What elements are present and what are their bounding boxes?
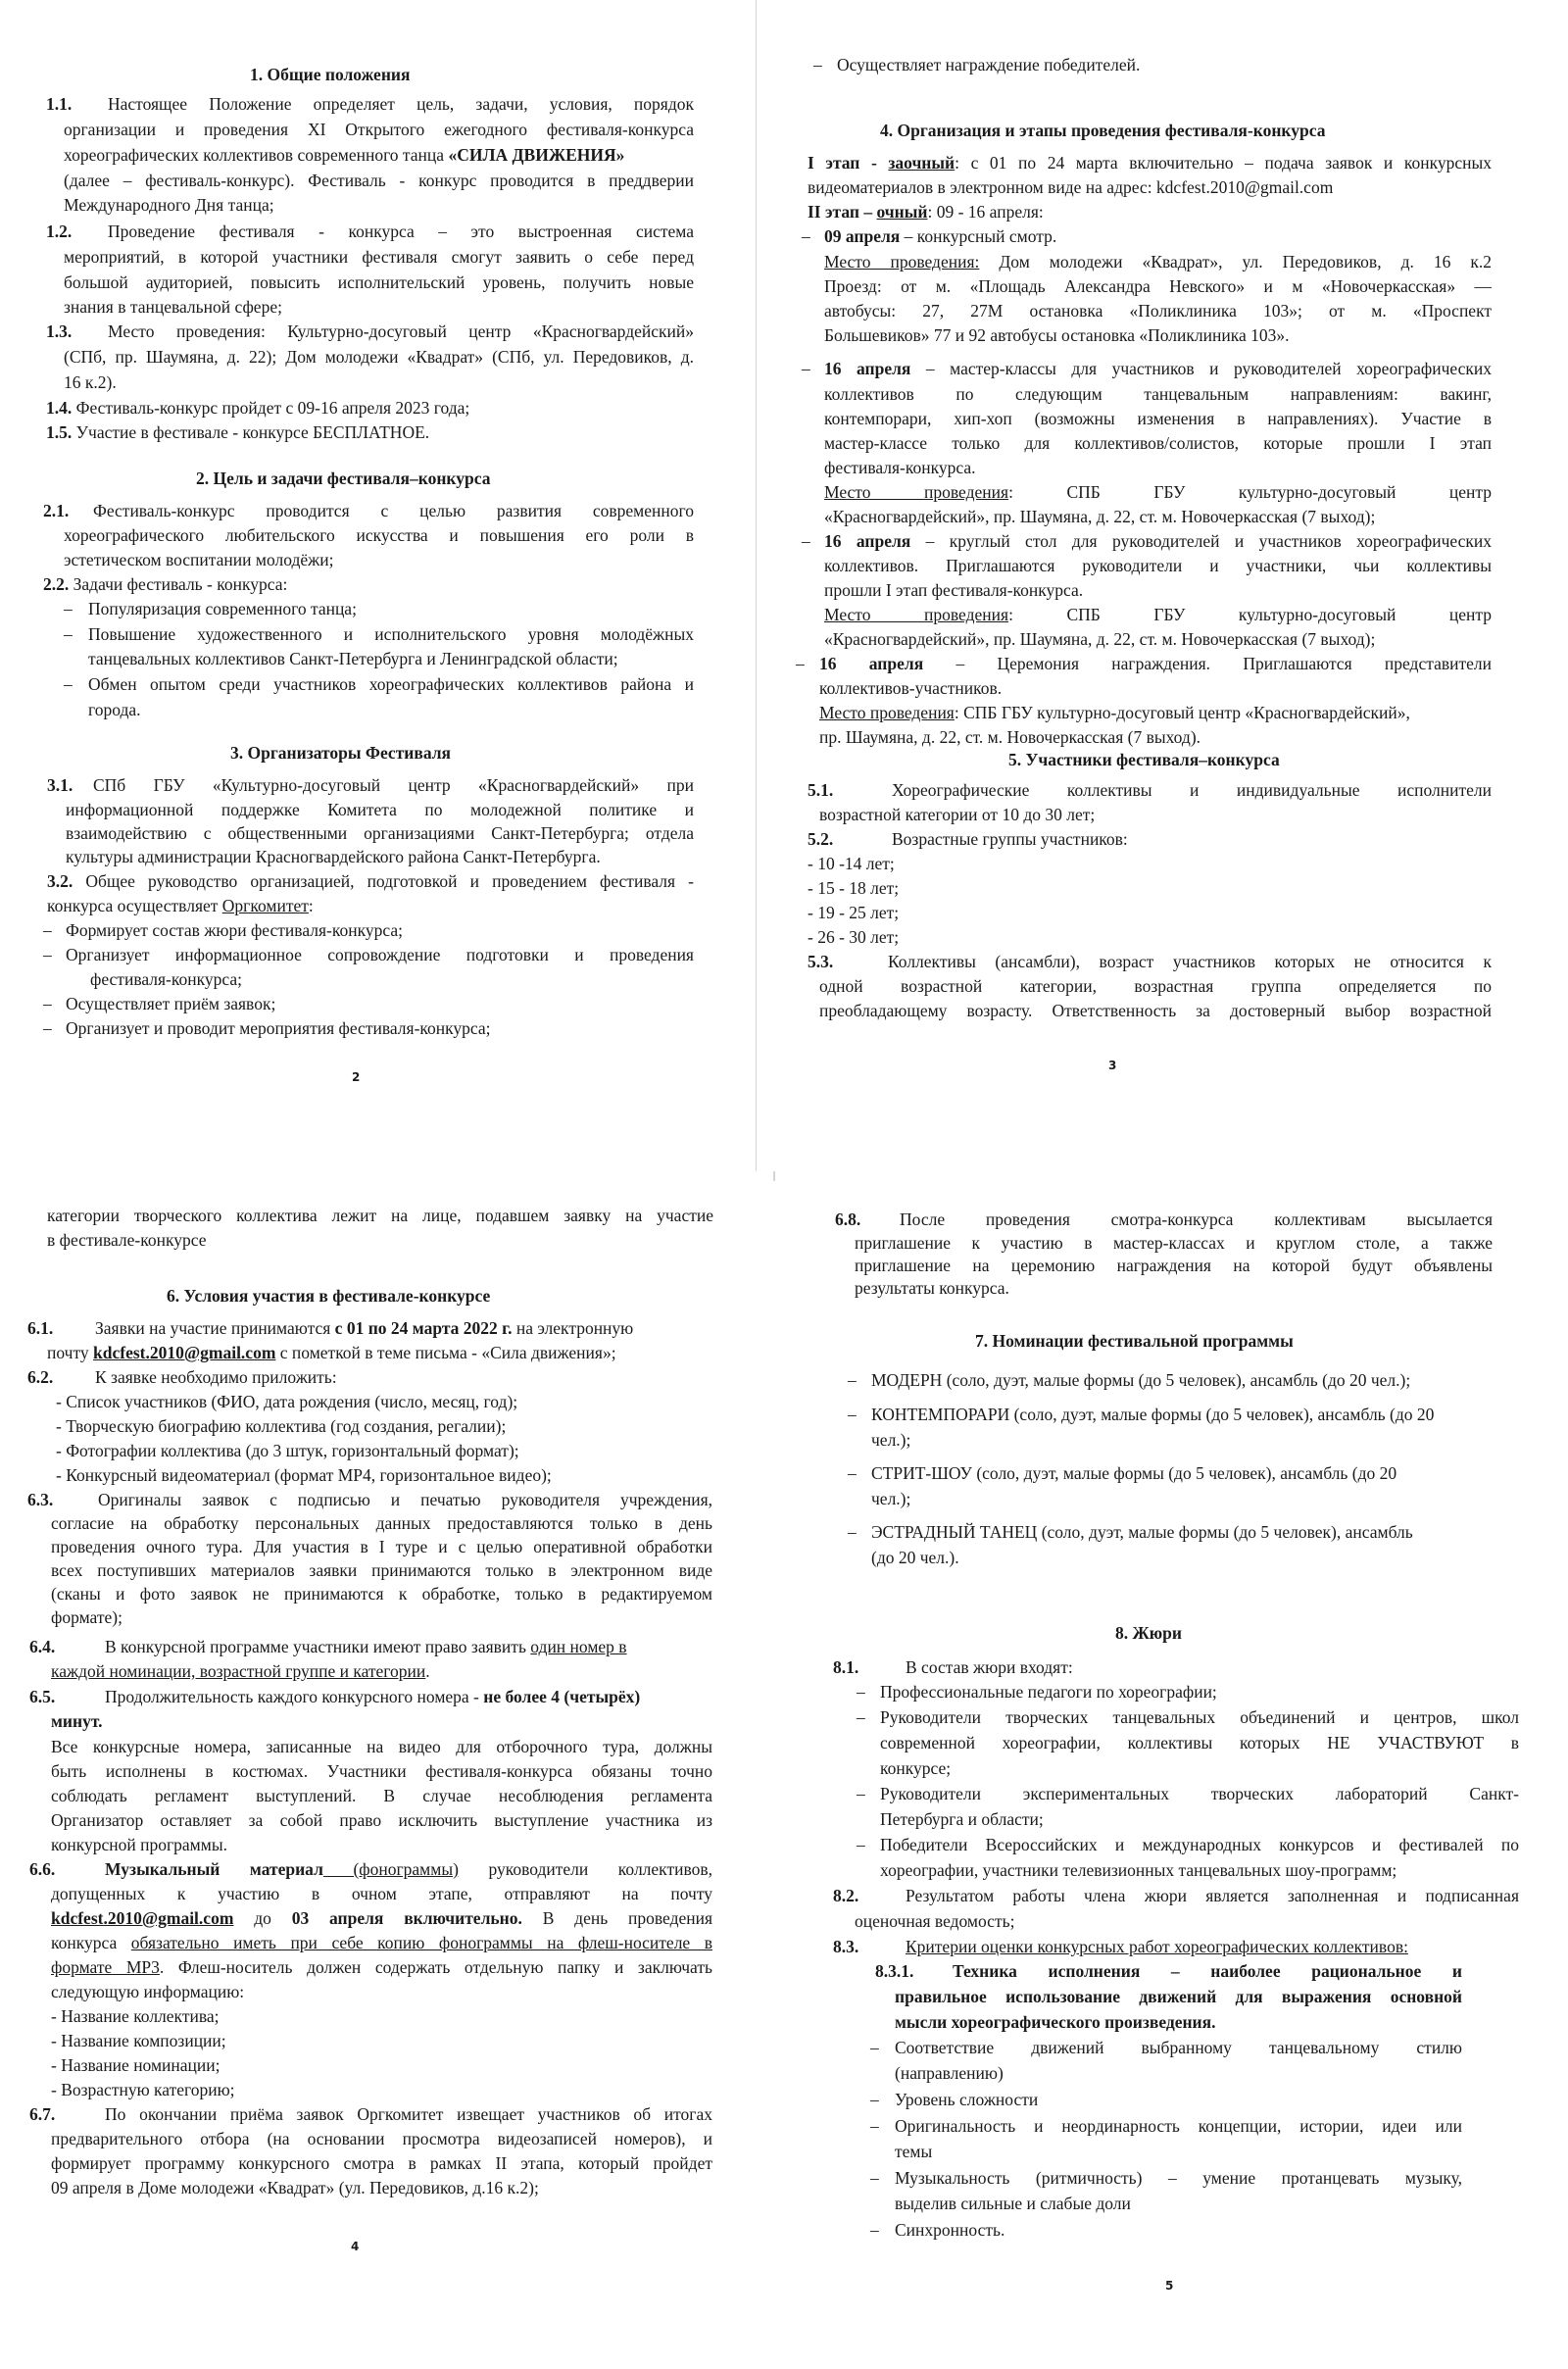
clause-text: формирует программу конкурсного смотра в рамках II этапа, который пройдет	[51, 2153, 712, 2173]
age-group: - 15 - 18 лет;	[808, 878, 900, 898]
clause-text: минут.	[51, 1711, 103, 1731]
clause-text: конкурсной программы.	[51, 1835, 227, 1854]
underlined-text: (фонограммы)	[322, 1859, 459, 1879]
deadline: 03 апреля включительно.	[291, 1908, 522, 1928]
place-label: Место проведения	[824, 605, 1009, 624]
event-place: пр. Шаумяна, д. 22, ст. м. Новочеркасская (7 выход).	[819, 727, 1201, 747]
stage-2	[808, 201, 1044, 222]
clause-1-5	[46, 421, 429, 443]
clause-text: оценочная ведомость;	[855, 1911, 1015, 1931]
clause-text: Проведение фестиваля - конкурса – это выстроенная система	[108, 222, 694, 241]
clause-text	[51, 1956, 712, 1978]
clause-num: 3.2.	[47, 871, 74, 891]
email-link[interactable]: kdcfest.2010@gmail.com	[93, 1343, 276, 1362]
clause-num: 8.3.	[833, 1937, 859, 1956]
org-item: Осуществляет награждение победителей.	[837, 55, 1141, 74]
clause-text: После проведения смотра-конкурса коллективам высылается	[900, 1209, 1493, 1229]
clause-num: 1.3.	[46, 321, 73, 341]
place-label: Место проведения	[824, 482, 1009, 502]
criterion-item-cont: темы	[895, 2142, 933, 2161]
stage-type: очный	[876, 202, 928, 222]
list-bullet: –	[848, 1405, 857, 1424]
clause-text: формате);	[51, 1607, 122, 1627]
list-bullet: –	[802, 359, 810, 378]
section-3-title: 3. Организаторы Фестиваля	[230, 743, 452, 763]
info-item: - Название коллектива;	[51, 2006, 220, 2026]
clause-text: СПб ГБУ «Культурно-досуговый центр «Красногвардейский» при	[93, 775, 694, 795]
event-place: «Красногвардейский», пр. Шаумяна, д. 22, ст. м. Новочеркасская (7 выход);	[824, 507, 1376, 526]
criterion-item: Соответствие движений выбранному танцевальному стилю	[895, 2038, 1462, 2057]
clause-text: мысли хореографического произведения.	[895, 2012, 1216, 2032]
clause-text	[105, 1858, 712, 1880]
text-span: до	[233, 1908, 292, 1928]
task-item: Популяризация современного танца;	[88, 599, 357, 618]
clause-text: большой аудиторией, повысить исполнительский уровень, получить новые	[64, 272, 694, 292]
clause-text: информационной поддержке Комитета по молодежной политике и	[66, 800, 694, 819]
age-group: - 10 -14 лет;	[808, 854, 895, 873]
section-7-title: 7. Номинации фестивальной программы	[975, 1331, 1294, 1351]
criterion-item-cont: (направлению)	[895, 2063, 1004, 2083]
text-span: конкурса	[51, 1933, 131, 1952]
clause-text: Фестиваль-конкурс пройдет с 09-16 апреля 2023 года;	[75, 398, 470, 418]
clause-text: Организатор оставляет за собой право исключить выступление участника из	[51, 1810, 712, 1830]
clause-text: (далее – фестиваль-конкурс). Фестиваль - конкурс проводится в преддверии	[64, 171, 694, 190]
duration-limit: не более 4 (четырёх)	[483, 1687, 641, 1706]
clause-num: 2.1.	[43, 501, 70, 520]
event-text: коллективов-участников.	[819, 678, 1003, 698]
event-date: 16 апреля	[824, 531, 911, 551]
clause-text: Участие в фестивале - конкурсе БЕСПЛАТНОЕ.	[75, 422, 430, 442]
list-bullet: –	[857, 1835, 865, 1854]
list-bullet: –	[43, 945, 52, 964]
attach-item: - Фотографии коллектива (до 3 штук, горизонтальный формат);	[56, 1441, 519, 1460]
stage-label: II этап –	[808, 202, 877, 222]
clause-text: организации и проведения XI Открытого ежегодного фестиваля-конкурса	[64, 120, 694, 139]
event-3	[824, 530, 1492, 552]
jury-item: Руководители экспериментальных творческих лабораторий Санкт-	[880, 1784, 1519, 1803]
text-span: почту	[47, 1343, 94, 1362]
clause-text: Все конкурсные номера, записанные на видео для отборочного тура, должны	[51, 1737, 712, 1756]
event-2	[824, 358, 1492, 379]
clause-text: Коллективы (ансамбли), возраст участников которых не относится к	[888, 952, 1492, 971]
email-link[interactable]: kdcfest.2010@gmail.com	[51, 1908, 234, 1928]
org-item-cont: фестиваля-конкурса;	[90, 969, 242, 989]
clause-text: предварительного отбора (на основании просмотра видеозаписей номеров), и	[51, 2129, 712, 2148]
clause-2-2	[43, 573, 287, 595]
event-place: Большевиков» 77 и 92 автобусы остановка «Поликлиника 103».	[824, 325, 1290, 345]
clause-num: 6.4.	[29, 1637, 56, 1656]
event-place	[824, 251, 1492, 272]
place-label: Место проведения	[819, 703, 955, 722]
clause-text: Результатом работы члена жюри является заполненная и подписанная	[906, 1886, 1519, 1905]
event-1	[824, 225, 1056, 247]
text-span: В день проведения	[521, 1908, 713, 1928]
text-span: : с 01 по 24 марта включительно – подача заявок и конкурсных	[955, 153, 1492, 173]
music-material: Музыкальный материал	[105, 1859, 323, 1879]
task-item: Повышение художественного и исполнительского уровня молодёжных	[88, 624, 694, 644]
jury-item-cont: современной хореографии, коллективы которых НЕ УЧАСТВУЮТ в	[880, 1733, 1519, 1752]
nomination-item: СТРИТ-ШОУ (соло, дуэт, малые формы (до 5 человек), ансамбль (до 20	[871, 1463, 1397, 1483]
info-item: - Название композиции;	[51, 2031, 226, 2050]
list-bullet: –	[857, 1682, 865, 1702]
info-item: - Название номинации;	[51, 2055, 220, 2075]
info-item: - Возрастную категорию;	[51, 2080, 235, 2099]
jury-item: Руководители творческих танцевальных объединений и центров, школ	[880, 1707, 1519, 1727]
event-text: – мастер-классы для участников и руководителей хореографических	[910, 359, 1492, 378]
clause-text: возрастной категории от 10 до 30 лет;	[819, 805, 1096, 824]
clause-text: Критерии оценки конкурсных работ хореографических коллективов:	[906, 1937, 1408, 1956]
list-bullet: –	[857, 1707, 865, 1727]
underlined-text: иметь при себе копию фонограммы на флеш-носителе в	[219, 1933, 713, 1952]
place-label: Место проведения:	[824, 252, 980, 271]
clause-text: приглашение на церемонию награждения на которой будут объявлены	[855, 1256, 1493, 1275]
clause-num: 1.2.	[46, 222, 73, 241]
clause-text: Оригиналы заявок с подписью и печатью руководителя учреждения,	[98, 1490, 712, 1509]
clause-text: Место проведения: Культурно-досуговый центр «Красногвардейский»	[108, 321, 694, 341]
criterion-item: Оригинальность и неординарность концепции, истории, идеи или	[895, 2116, 1462, 2136]
event-place: Проезд: от м. «Площадь Александра Невского» и м «Новочеркасская» —	[824, 276, 1492, 296]
clause-text: следующую информацию:	[51, 1982, 245, 2001]
clause-3-2	[47, 870, 694, 892]
clause-text: знания в танцевальной сфере;	[64, 297, 282, 317]
list-bullet: –	[802, 531, 810, 551]
task-item: Обмен опытом среди участников хореографических коллективов района и	[88, 674, 694, 694]
clause-num: 6.3.	[27, 1490, 54, 1509]
event-date: 16 апреля	[819, 654, 924, 673]
stage-1-cont: видеоматериалов в электронном виде на адрес: kdcfest.2010@gmail.com	[808, 177, 1334, 197]
clause-text: результаты конкурса.	[855, 1278, 1009, 1298]
event-place	[819, 702, 1410, 723]
orgcommittee-term: Оргкомитет	[221, 896, 309, 915]
jury-item-cont: Петербурга и области;	[880, 1809, 1044, 1829]
clause-1-4	[46, 397, 469, 419]
nomination-item: МОДЕРН (соло, дуэт, малые формы (до 5 человек), ансамбль (до 20 чел.);	[871, 1370, 1411, 1390]
nomination-item: КОНТЕМПОРАРИ (соло, дуэт, малые формы (до 5 человек), ансамбль (до 20	[871, 1405, 1435, 1424]
clause-text: хореографического любительского искусства и повышения его роли в	[64, 525, 694, 545]
clause-text: всех поступивших материалов заявки принимаются только в электронном виде	[51, 1560, 712, 1580]
event-place	[824, 481, 1492, 503]
clause-text: Общее руководство организацией, подготовкой и проведением фестиваля -	[85, 871, 694, 891]
text-span: на электронную	[512, 1318, 634, 1338]
clause-text: 16 к.2).	[64, 372, 117, 392]
section-4-title: 4. Организация и этапы проведения фестиваля-конкурса	[880, 121, 1326, 140]
nomination-item-cont: чел.);	[871, 1489, 911, 1508]
jury-item-cont: хореографии, участники телевизионных танцевальных шоу-программ;	[880, 1860, 1397, 1880]
org-item: Осуществляет приём заявок;	[66, 994, 276, 1013]
clause-text	[47, 895, 314, 916]
list-bullet: –	[813, 55, 822, 74]
clause-num: 1.1.	[46, 94, 73, 114]
nomination-item: ЭСТРАДНЫЙ ТАНЕЦ (соло, дуэт, малые формы (до 5 человек), ансамбль	[871, 1522, 1413, 1542]
clause-text: Международного Дня танца;	[64, 195, 274, 215]
org-item: Формирует состав жюри фестиваля-конкурса;	[66, 920, 403, 940]
list-bullet: –	[848, 1522, 857, 1542]
clause-text: преобладающему возрасту. Ответственность за достоверный выбор возрастной	[819, 1001, 1492, 1020]
list-bullet: –	[796, 654, 805, 673]
nomination-item-cont: (до 20 чел.).	[871, 1548, 959, 1567]
event-4	[819, 653, 1492, 674]
page-number: 4	[351, 2240, 360, 2253]
clause-text: По окончании приёма заявок Оргкомитет извещает участников об итогах	[105, 2104, 712, 2124]
page-3	[757, 0, 1568, 1181]
clause-num: 1.5.	[46, 422, 73, 442]
clause-text	[51, 1907, 712, 1929]
clause-text: культуры администрации Красногвардейского района Санкт-Петербурга.	[66, 847, 601, 866]
event-text: коллективов по следующим танцевальным направлениям: вакинг,	[824, 384, 1492, 404]
clause-num: 3.1.	[47, 775, 74, 795]
text-span: хореографических коллективов современного танца	[64, 145, 449, 165]
page-number: 2	[352, 1070, 361, 1084]
clause-text: Настоящее Положение определяет цель, задачи, условия, порядок	[108, 94, 694, 114]
clause-num: 6.7.	[29, 2104, 56, 2124]
section-2-title: 2. Цель и задачи фестиваля–конкурса	[196, 469, 491, 488]
clause-text	[51, 1660, 430, 1682]
clause-text: Задачи фестиваль - конкурса:	[73, 574, 288, 594]
clause-text: мероприятий, в которой участники фестиваля смогут заявить о себе перед	[64, 247, 694, 267]
clause-text	[105, 1686, 640, 1707]
clause-text: соблюдать регламент выступлений. В случае несоблюдения регламента	[51, 1786, 712, 1805]
clause-text: В состав жюри входят:	[906, 1657, 1073, 1677]
list-bullet: –	[848, 1463, 857, 1483]
clause-text: проведения очного тура. Для участия в I туре и с целью оперативной обработки	[51, 1537, 712, 1556]
clause-text: эстетическом воспитании молодёжи;	[64, 550, 334, 569]
criterion-item: Уровень сложности	[895, 2090, 1039, 2109]
criterion-item-cont: выделив сильные и слабые доли	[895, 2194, 1131, 2213]
task-item-cont: города.	[88, 700, 141, 719]
page-4	[0, 1181, 774, 2369]
list-bullet: –	[43, 994, 52, 1013]
clause-text: Возрастные группы участников:	[892, 829, 1128, 849]
clause-text: одной возрастной категории, возрастная группа определяется по	[819, 976, 1492, 996]
clause-num: 8.1.	[833, 1657, 859, 1677]
text-span: : СПБ ГБУ культурно-досуговый центр	[1008, 482, 1493, 502]
clause-text	[105, 1636, 627, 1657]
clause-text: допущенных к участию в очном этапе, отправляют на почту	[51, 1884, 712, 1903]
clause-num: 2.2.	[43, 574, 70, 594]
clause-num: 1.4.	[46, 398, 73, 418]
clause-text	[95, 1317, 633, 1339]
clause-text: взаимодействию с общественными организациями Санкт-Петербурга; отдела	[66, 823, 694, 843]
text-span: : СПБ ГБУ культурно-досуговый центр «Красногвардейский»,	[954, 703, 1410, 722]
clause-num: 5.1.	[808, 780, 834, 800]
list-bullet: –	[870, 2168, 879, 2188]
text-span: конкурса осуществляет	[47, 896, 222, 915]
clause-text: быть исполнены в костюмах. Участники фестиваля-конкурса обязаны точно	[51, 1761, 712, 1781]
underlined-text: каждой номинации, возрастной группе и категории	[51, 1661, 426, 1681]
clause-text: согласие на обработку персональных данных предоставляются только в день	[51, 1513, 712, 1533]
event-place	[824, 604, 1492, 625]
event-date: 09 апреля	[824, 226, 901, 246]
criterion-item: Синхронность.	[895, 2220, 1005, 2240]
festival-name: «СИЛА ДВИЖЕНИЯ»	[448, 145, 625, 165]
list-bullet: –	[802, 226, 810, 246]
age-group: - 19 - 25 лет;	[808, 903, 900, 922]
event-place: автобусы: 27, 27М остановка «Поликлиника 103»; от м. «Проспект	[824, 301, 1492, 321]
text-span: Заявки на участие принимаются	[95, 1318, 335, 1338]
clause-text: категории творческого коллектива лежит на лице, подавшем заявку на участие	[47, 1206, 713, 1225]
jury-item-cont: конкурсе;	[880, 1758, 952, 1778]
attach-item: - Творческую биографию коллектива (год создания, регалии);	[56, 1416, 507, 1436]
event-text: – конкурсный смотр.	[900, 226, 1057, 246]
list-bullet: –	[870, 2116, 879, 2136]
clause-text	[47, 1342, 616, 1363]
event-text: контемпорари, хип-хоп (возможны изменения в направлениях). Участие в	[824, 409, 1492, 428]
clause-text: в фестивале-конкурсе	[47, 1230, 207, 1250]
section-5-title: 5. Участники фестиваля–конкурса	[1008, 750, 1280, 769]
text-span: Дом молодежи «Квадрат», ул. Передовиков, д. 16 к.2	[979, 252, 1493, 271]
clause-num: 6.8.	[835, 1209, 861, 1229]
stage-1	[808, 152, 1492, 173]
date-range: с 01 по 24 марта 2022 г.	[334, 1318, 513, 1338]
list-bullet: –	[64, 624, 73, 644]
page-number: 3	[1108, 1059, 1117, 1072]
clause-num: 5.3.	[808, 952, 834, 971]
text-span: .	[425, 1661, 430, 1681]
event-text: мастер-классе только для коллективов/солистов, которые прошли I этап	[824, 433, 1492, 453]
task-item-cont: танцевальных коллективов Санкт-Петербурга и Ленинградской области;	[88, 649, 618, 668]
clause-text: правильное использование движений для выражения основной	[895, 1987, 1462, 2006]
list-bullet: –	[857, 1784, 865, 1803]
event-date: 16 апреля	[824, 359, 911, 378]
stage-type: заочный	[888, 153, 956, 173]
section-6-title: 6. Условия участия в фестивале-конкурсе	[167, 1286, 491, 1306]
clause-text: приглашение к участию в мастер-классах и круглом столе, а также	[855, 1233, 1493, 1253]
list-bullet: –	[870, 2090, 879, 2109]
text-span: : СПБ ГБУ культурно-досуговый центр	[1008, 605, 1493, 624]
age-group: - 26 - 30 лет;	[808, 927, 900, 947]
event-text: коллективов. Приглашаются руководители и участники, чьи коллективы	[824, 556, 1492, 575]
stage-label: I этап -	[808, 153, 889, 173]
clause-text: Техника исполнения – наиболее рациональное и	[953, 1961, 1462, 1981]
list-bullet: –	[870, 2220, 879, 2240]
clause-text: (СПб, пр. Шаумяна, д. 22); Дом молодежи «Квадрат» (СПб, ул. Передовиков, д.	[64, 347, 694, 367]
list-bullet: –	[870, 2038, 879, 2057]
clause-num: 6.5.	[29, 1687, 56, 1706]
attach-item: - Список участников (ФИО, дата рождения (число, месяц, год);	[56, 1392, 518, 1411]
clause-text: К заявке необходимо приложить:	[95, 1367, 337, 1387]
jury-item: Профессиональные педагоги по хореографии;	[880, 1682, 1217, 1702]
clause-num: 6.2.	[27, 1367, 54, 1387]
org-item: Организует информационное сопровождение подготовки и проведения	[66, 945, 694, 964]
clause-text: 09 апреля в Доме молодежи «Квадрат» (ул. Передовиков, д.16 к.2);	[51, 2178, 539, 2197]
clause-num: 8.3.1.	[875, 1961, 914, 1981]
list-bullet: –	[43, 920, 52, 940]
attach-item: - Конкурсный видеоматериал (формат MP4, горизонтальное видео);	[56, 1465, 552, 1485]
clause-text: Фестиваль-конкурс проводится с целью развития современного	[93, 501, 694, 520]
list-bullet: –	[64, 674, 73, 694]
clause-num: 8.2.	[833, 1886, 859, 1905]
underlined-text: формате MP3	[51, 1957, 160, 1977]
clause-text: (сканы и фото заявок не принимаются к обработке, только в редактируемом	[51, 1584, 712, 1604]
underlined-text: один номер в	[530, 1637, 627, 1656]
underlined-text: обязательно	[130, 1933, 220, 1952]
section-8-title: 8. Жюри	[1115, 1623, 1182, 1643]
criterion-item: Музыкальность (ритмичность) – умение протанцевать музыку,	[895, 2168, 1462, 2188]
page-5	[774, 1181, 1568, 2369]
nomination-item-cont: чел.);	[871, 1430, 911, 1450]
text-span: Продолжительность каждого конкурсного номера -	[105, 1687, 484, 1706]
text-span: руководители коллективов,	[458, 1859, 712, 1879]
clause-text	[51, 1932, 712, 1953]
jury-item: Победители Всероссийских и международных конкурсов и фестивалей по	[880, 1835, 1519, 1854]
clause-text	[64, 144, 624, 166]
text-span: с пометкой в теме письма - «Сила движения»;	[275, 1343, 616, 1362]
text-span: . Флеш-носитель должен содержать отдельную папку и заключать	[159, 1957, 712, 1977]
event-text: – Церемония награждения. Приглашаются представители	[923, 654, 1492, 673]
clause-num: 6.1.	[27, 1318, 54, 1338]
event-text: фестиваля-конкурса.	[824, 458, 976, 477]
clause-num: 6.6.	[29, 1859, 56, 1879]
clause-num: 5.2.	[808, 829, 834, 849]
list-bullet: –	[43, 1018, 52, 1038]
list-bullet: –	[848, 1370, 857, 1390]
text-span: :	[308, 896, 314, 915]
event-text: прошли I этап фестиваля-конкурса.	[824, 580, 1084, 600]
section-1-title: 1. Общие положения	[250, 65, 411, 84]
org-item: Организует и проводит мероприятия фестиваля-конкурса;	[66, 1018, 491, 1038]
page-2	[0, 0, 757, 1181]
page-number: 5	[1165, 2279, 1174, 2293]
event-place: «Красногвардейский», пр. Шаумяна, д. 22, ст. м. Новочеркасская (7 выход);	[824, 629, 1376, 649]
event-text: – круглый стол для руководителей и участников хореографических	[910, 531, 1492, 551]
clause-text: Хореографические коллективы и индивидуальные исполнители	[892, 780, 1492, 800]
list-bullet: –	[64, 599, 73, 618]
text-span: В конкурсной программе участники имеют право заявить	[105, 1637, 531, 1656]
text-span: : 09 - 16 апреля:	[927, 202, 1044, 222]
